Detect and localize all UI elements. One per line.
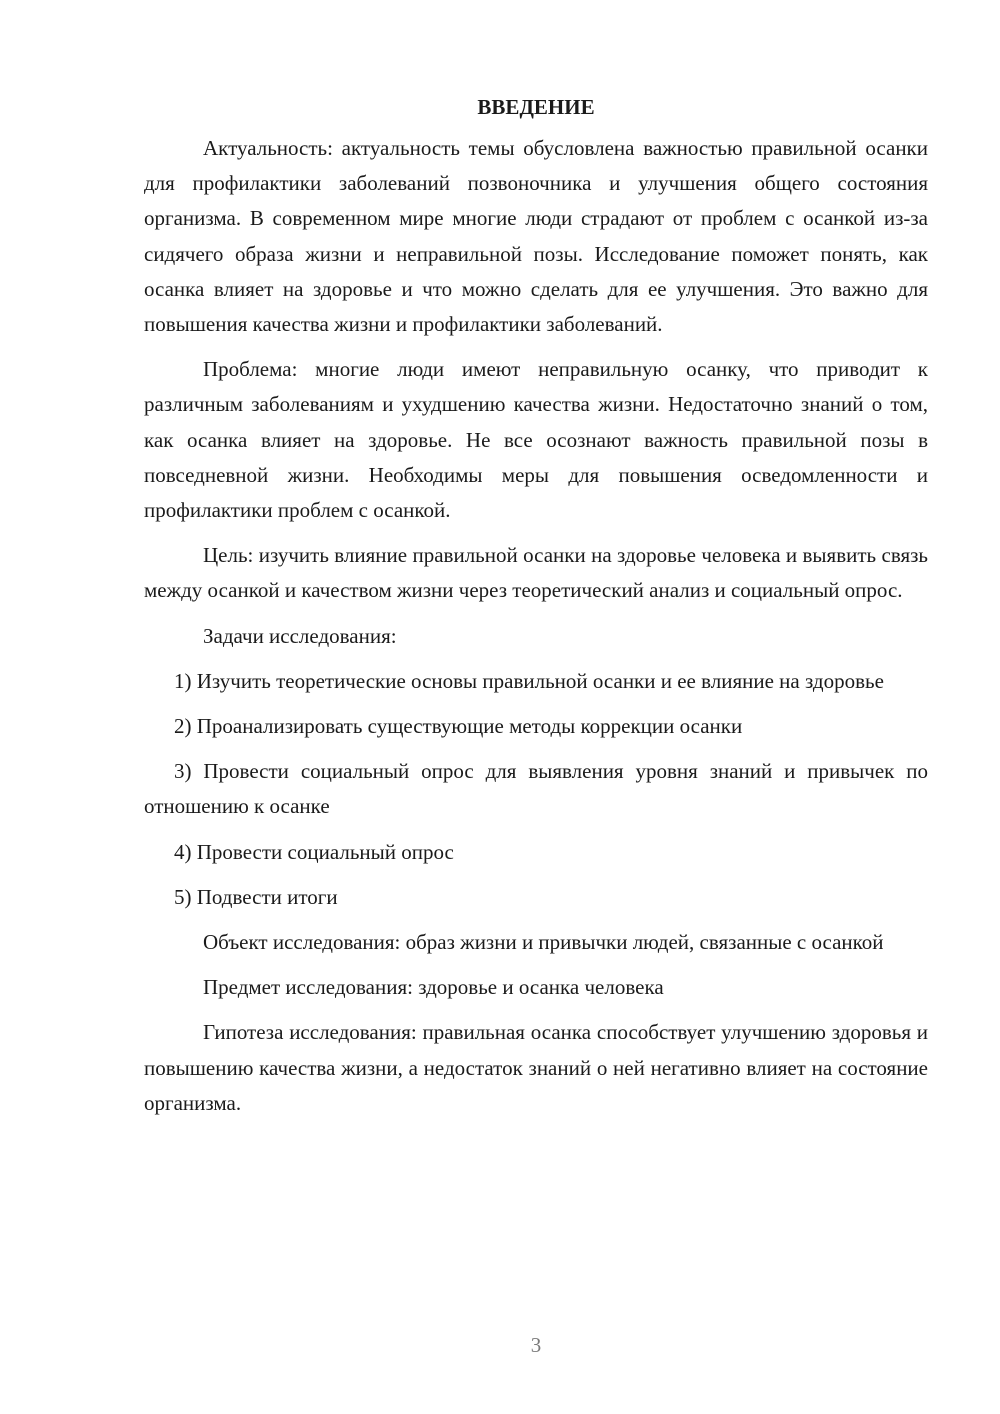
paragraph-object: Объект исследования: образ жизни и привычки людей, связанные с осанкой — [203, 930, 884, 955]
task-item: 2) Проанализировать существующие методы коррекции осанки — [174, 714, 743, 739]
paragraph-hypothesis: Гипотеза исследования: правильная осанка способствует улучшению здоровья и повышению качества жизни, а недостаток знаний о ней негативно влияет на состояние организма. — [144, 1020, 928, 1115]
task-item: 3) Провести социальный опрос для выявления уровня знаний и привычек по отношению к осанке — [144, 759, 928, 819]
paragraph-problem: Проблема: многие люди имеют неправильную осанку, что приводит к различным заболеваниям и ухудшению качества жизни. Недостаточно знаний о том, как осанка влияет на здоровье. Не все осознают важность правильной позы в повседневной жизни. Необходимы меры для повышения осведомленности и профилактики проблем с осанкой. — [144, 357, 928, 523]
document-page — [144, 90, 928, 1131]
paragraph-goal: Цель: изучить влияние правильной осанки на здоровье человека и выявить связь между осанкой и качеством жизни через теоретический анализ и социальный опрос. — [144, 543, 928, 603]
section-heading: ВВЕДЕНИЕ — [477, 95, 595, 119]
task-item: 5) Подвести итоги — [174, 884, 338, 909]
tasks-title: Задачи исследования: — [203, 623, 397, 648]
paragraph-relevance: Актуальность: актуальность темы обусловлена важностью правильной осанки для профилактики заболеваний позвоночника и улучшения общего состояния организма. В современном мире многие люди страдают от проблем с осанкой из-за сидячего образа жизни и неправильной позы. Исследование поможет понять, как осанка влияет на здоровье и что можно сделать для ее улучшения. Это важно для повышения качества жизни и профилактики заболеваний. — [144, 136, 928, 337]
task-item: 1) Изучить теоретические основы правильной осанки и ее влияние на здоровье — [174, 668, 884, 693]
task-item: 4) Провести социальный опрос — [174, 839, 454, 864]
paragraph-subject: Предмет исследования: здоровье и осанка человека — [203, 975, 664, 1000]
page-number: 3 — [530, 1333, 542, 1357]
